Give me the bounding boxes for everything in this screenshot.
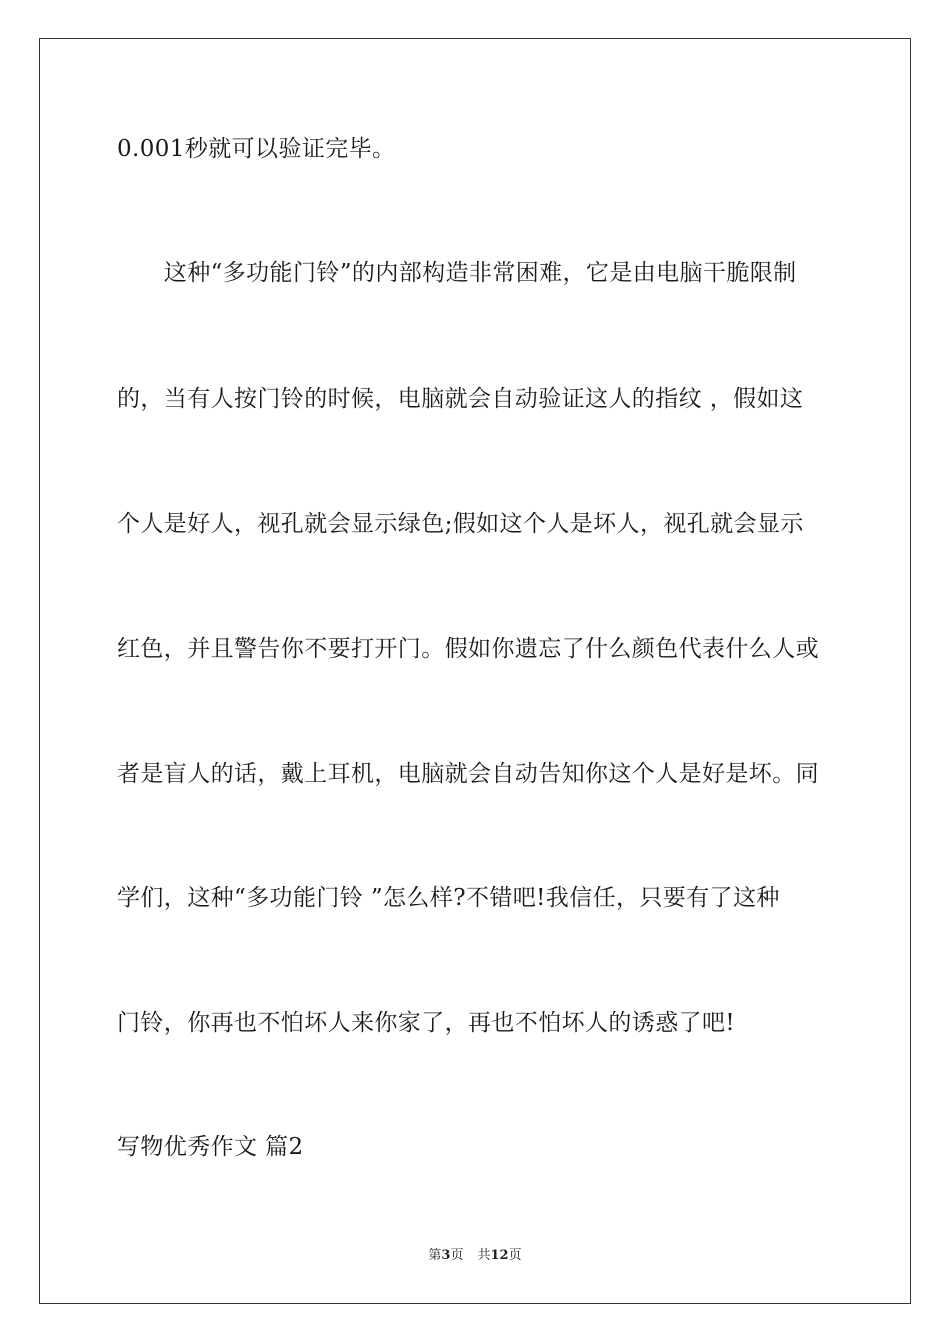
total-pages: 12 [490,1248,509,1263]
page-label-prefix: 第 [428,1248,442,1263]
text-line-3: 的，当有人按门铃的时候，电脑就会自动验证这人的指纹 ，假如这 [117,386,804,412]
total-label-suffix: 页 [508,1248,522,1263]
text-line-6: 者是盲人的话，戴上耳机，电脑就会自动告知你这个人是好是坏。同 [117,761,819,787]
text-line-7: 学们，这种“多功能门铃 ”怎么样?不错吧!我信任，只要有了这种 [117,885,780,911]
total-label-prefix: 共 [477,1248,491,1263]
page-border [39,38,911,1304]
page-label-suffix: 页 [450,1248,464,1263]
section-heading: 写物优秀作文 篇2 [117,1134,304,1160]
text-line-5: 红色，并且警告你不要打开门。假如你遗忘了什么颜色代表什么人或 [117,636,819,662]
page-footer [0,1247,950,1265]
page-number: 3 [441,1248,451,1263]
text-line-8: 门铃，你再也不怕坏人来你家了，再也不怕坏人的诱惑了吧! [117,1010,736,1036]
text-line-4: 个人是好人，视孔就会显示绿色;假如这个人是坏人，视孔就会显示 [117,511,804,537]
text-line-1: 0.001秒就可以验证完毕。 [117,136,396,162]
text-line-2: 这种“多功能门铃”的内部构造非常困难，它是由电脑干脆限制 [117,260,797,286]
